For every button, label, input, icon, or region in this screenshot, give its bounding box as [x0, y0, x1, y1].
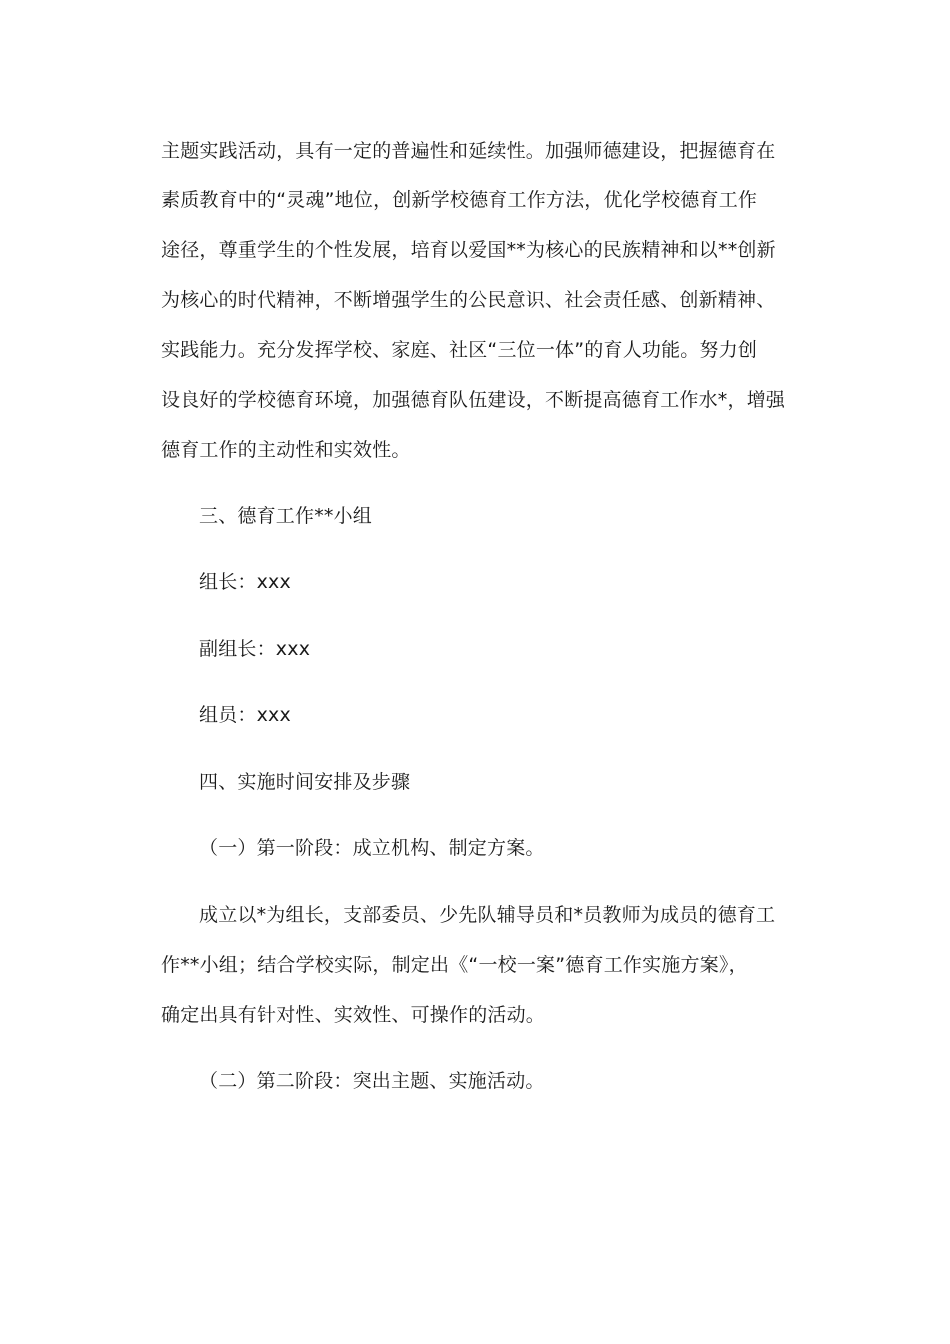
deputy-leader-line: 副组长：xxx	[199, 638, 311, 660]
paragraph-1-line-2: 素质教育中的“灵魂”地位，创新学校德育工作方法，优化学校德育工作	[161, 189, 758, 211]
paragraph-1-line-5: 实践能力。充分发挥学校、家庭、社区“三位一体”的育人功能。努力创	[161, 339, 758, 361]
leader-line: 组长：xxx	[199, 571, 291, 593]
paragraph-2-line-2: 作**小组；结合学校实际，制定出《“一校一案”德育工作实施方案》，	[161, 954, 748, 976]
members-line: 组员：xxx	[199, 704, 291, 726]
stage-1-heading: （一）第一阶段：成立机构、制定方案。	[199, 837, 545, 859]
section-4-heading: 四、实施时间安排及步骤	[199, 771, 411, 793]
paragraph-1-line-6: 设良好的学校德育环境，加强德育队伍建设，不断提高德育工作水*，增强	[161, 389, 786, 411]
paragraph-1-line-7: 德育工作的主动性和实效性。	[161, 439, 411, 461]
stage-2-heading: （二）第二阶段：突出主题、实施活动。	[199, 1070, 545, 1092]
paragraph-2-line-3: 确定出具有针对性、实效性、可操作的活动。	[161, 1004, 546, 1026]
section-3-heading: 三、德育工作**小组	[199, 505, 373, 527]
paragraph-2-line-1: 成立以*为组长，支部委员、少先队辅导员和*员教师为成员的德育工	[199, 904, 776, 926]
paragraph-1-line-3: 途径，尊重学生的个性发展，培育以爱国**为核心的民族精神和以**创新	[161, 239, 776, 261]
paragraph-1-line-1: 主题实践活动，具有一定的普遍性和延续性。加强师德建设，把握德育在	[161, 140, 776, 162]
paragraph-1-line-4: 为核心的时代精神，不断增强学生的公民意识、社会责任感、创新精神、	[161, 289, 776, 311]
